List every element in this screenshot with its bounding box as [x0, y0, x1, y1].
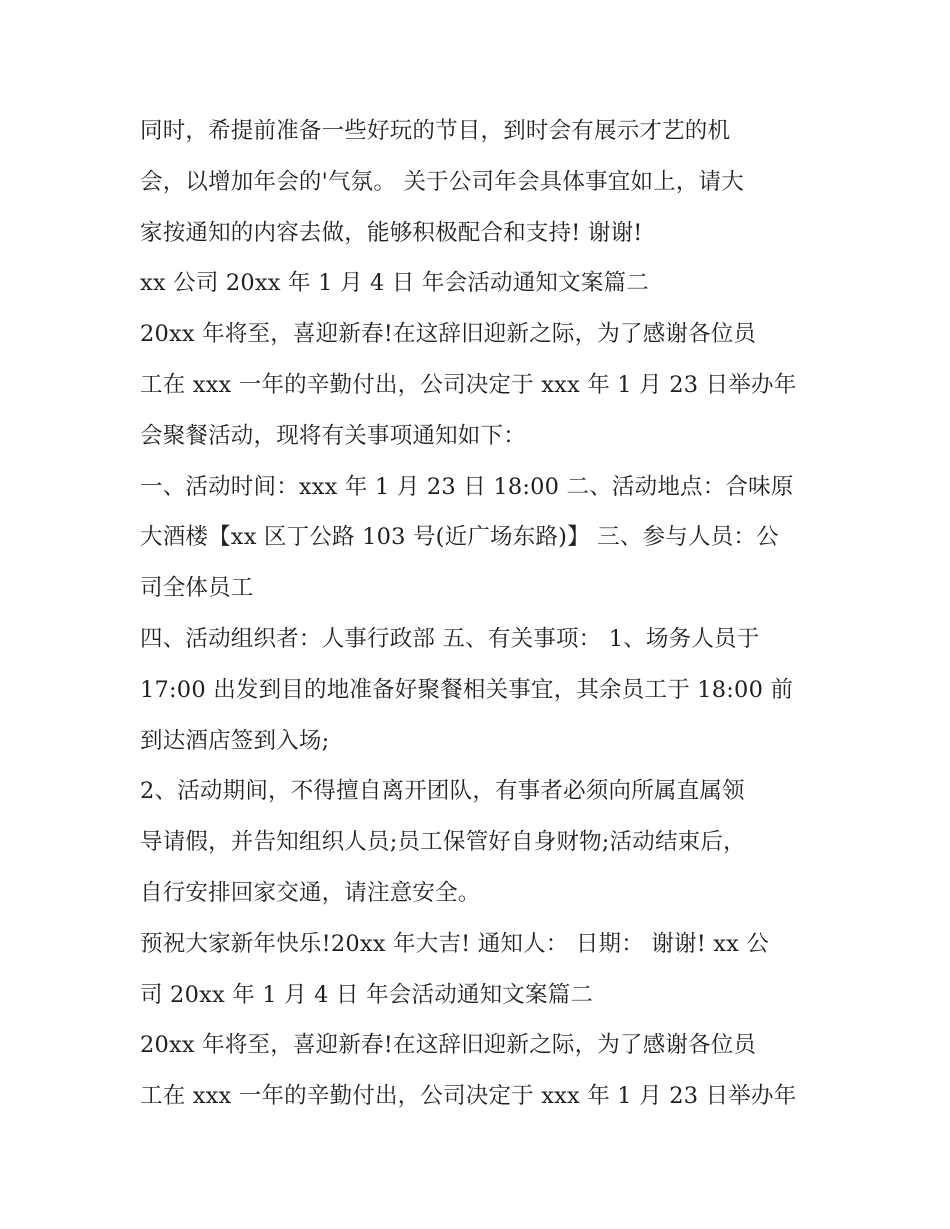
text-line: 工在 xxx 一年的辛勤付出，公司决定于 xxx 年 1 月 23 日举办年 — [140, 1083, 797, 1110]
text-line: 大酒楼【xx 区丁公路 103 号(近广场东路)】 三、参与人员：公 — [140, 524, 779, 551]
document-body — [140, 106, 812, 1122]
text-line: 会，以增加年会的'气氛。 关于公司年会具体事宜如上，请大 — [140, 168, 744, 195]
text-line: 家按通知的内容去做，能够积极配合和支持! 谢谢! — [140, 219, 643, 246]
text-line: 同时，希提前准备一些好玩的节目，到时会有展示才艺的机 — [140, 118, 731, 144]
text-line: 到达酒店签到入场; — [140, 727, 330, 754]
text-line: 会聚餐活动，现将有关事项通知如下： — [140, 422, 526, 449]
text-line: 20xx 年将至，喜迎新春!在这辞旧迎新之际，为了感谢各位员 — [140, 1032, 757, 1059]
text-line: 导请假，并告知组织人员;员工保管好自身财物;活动结束后， — [140, 829, 746, 856]
section-heading: 司 20xx 年 1 月 4 日 年会活动通知文案篇二 — [140, 981, 594, 1008]
text-line: 司全体员工 — [140, 575, 254, 602]
section-heading: xx 公司 20xx 年 1 月 4 日 年会活动通知文案篇二 — [140, 270, 649, 297]
text-line: 2、活动期间，不得擅自离开团队，有事者必须向所属直属领 — [140, 778, 745, 805]
text-line: 四、活动组织者：人事行政部 五、有关事项： 1、场务人员于 — [140, 625, 760, 652]
text-line: 一、活动时间：xxx 年 1 月 23 日 18:00 二、活动地点：合味原 — [140, 473, 794, 500]
text-line: 20xx 年将至，喜迎新春!在这辞旧迎新之际，为了感谢各位员 — [140, 321, 757, 348]
text-line: 工在 xxx 一年的辛勤付出，公司决定于 xxx 年 1 月 23 日举办年 — [140, 371, 797, 398]
text-line: 自行安排回家交通，请注意安全。 — [140, 879, 481, 906]
text-line: 17:00 出发到目的地准备好聚餐相关事宜，其余员工于 18:00 前 — [140, 676, 794, 703]
text-line: 预祝大家新年快乐!20xx 年大吉! 通知人： 日期： 谢谢! xx 公 — [140, 930, 770, 957]
